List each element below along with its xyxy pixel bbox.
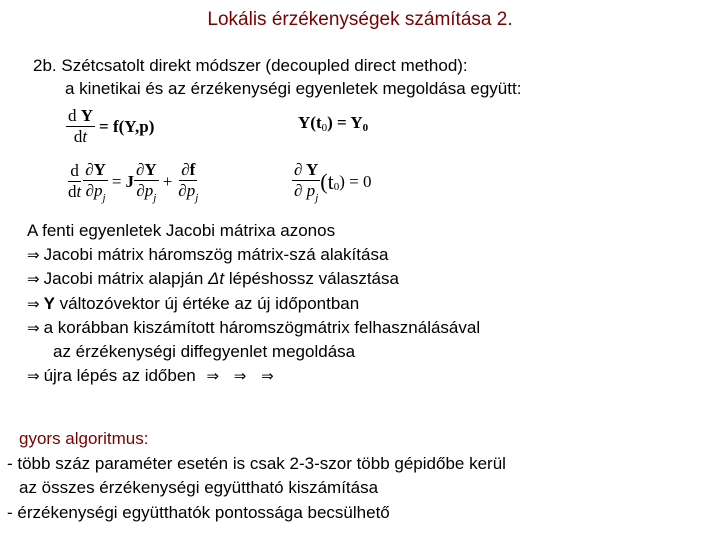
eq3-j3: j (195, 192, 199, 204)
eq3-j: j (102, 192, 106, 204)
body-line-7-text: újra lépés az időben (43, 366, 196, 386)
implies-icon: ⇒ (27, 270, 40, 289)
eq3-plus: + (162, 171, 173, 191)
body-line-7 (27, 364, 480, 388)
equation-sensitivity-initial (292, 160, 372, 203)
eq2-lhs: Y(t (298, 113, 322, 132)
body-text (27, 219, 480, 388)
eq3-dY2: ∂Y (136, 160, 157, 179)
fraction-dY-dt (66, 106, 95, 147)
eq3-dp2: ∂p (136, 181, 154, 200)
body-line-6: az érzékenységi diffegyenlet megoldása (53, 342, 356, 362)
body-line-2 (27, 243, 480, 267)
eq2-sub0: 0 (321, 122, 328, 134)
subtitle (33, 54, 521, 100)
body-line-4-text: változóvektor új értéke az új időpontban (54, 293, 360, 313)
eq3-d-den: d (68, 182, 77, 201)
eq1-t: t (82, 127, 88, 146)
eq4-rhs: ) = 0 (339, 171, 372, 191)
footer (7, 427, 506, 525)
implies-icon: ⇒ (206, 367, 220, 386)
implies-icon: ⇒ (233, 367, 247, 386)
eq2-mid: ) = Y (327, 113, 363, 132)
fraction-dY-dpj (83, 160, 108, 203)
eq3-j2: j (153, 192, 157, 204)
equation-kinetic (66, 106, 154, 147)
eq3-df: ∂f (181, 160, 196, 179)
implies-icon: ⇒ (27, 294, 40, 313)
eq3-J: J (125, 171, 135, 191)
body-line-5 (27, 316, 480, 340)
body-line-3-text: Jacobi mátrix alapján (43, 269, 208, 289)
eq3-d: d (70, 161, 79, 180)
eq3-dp3: ∂p (178, 181, 196, 200)
fraction-dY-dpj-init (292, 160, 320, 203)
eq1-d-den: d (73, 127, 83, 146)
body-dt: Δt (208, 269, 225, 289)
implies-icon: ⇒ (27, 318, 40, 337)
fraction-dY-dpj-2 (134, 160, 159, 203)
body-line-2-text: Jacobi mátrix háromszög mátrix-szá alakítása (43, 245, 389, 265)
eq4-j: j (315, 192, 319, 204)
footer-heading: gyors algoritmus: (19, 429, 149, 448)
fraction-df-dpj (176, 160, 200, 203)
footer-line-2: az összes érzékenységi együttható kiszámítása (19, 478, 379, 497)
footer-line-3: - érzékenységi együtthatók pontossága becsülhető (7, 502, 390, 522)
eq1-Y: Y (80, 106, 94, 125)
eq4-open: (t (320, 168, 334, 194)
body-line-5-text: a korábban kiszámított háromszögmátrix felhasználásával (43, 317, 481, 337)
eq3-dY: ∂Y (85, 160, 106, 179)
fraction-d-dt (66, 161, 83, 202)
equation-initial-condition (298, 113, 368, 133)
subtitle-line-1: 2b. Szétcsatolt direkt módszer (decoupled direct method): (33, 56, 468, 75)
slide-title: Lokális érzékenységek számítása 2. (207, 9, 513, 30)
eq3-equals: = (111, 171, 122, 191)
eq3-dp: ∂p (85, 181, 103, 200)
implies-icon: ⇒ (27, 246, 40, 265)
eq4-sub0: 0 (333, 180, 340, 193)
subtitle-line-2: a kinetikai és az érzékenységi egyenletek megoldása együtt: (65, 79, 522, 98)
eq3-t: t (76, 182, 82, 201)
eq4-dp: ∂ p (294, 181, 316, 200)
eq1-rhs: = f(Y,p) (99, 116, 155, 136)
eq2-sub0b: 0 (362, 122, 369, 134)
implies-icon: ⇒ (27, 367, 40, 386)
body-line-1: A fenti egyenletek Jacobi mátrixa azonos (27, 221, 336, 240)
eq4-dY: ∂ Y (294, 160, 319, 179)
footer-line-1: - több száz paraméter esetén is csak 2-3-szor több gépidőbe kerül (7, 453, 506, 473)
body-line-3 (27, 267, 480, 291)
body-line-4 (27, 292, 480, 316)
body-Y: Y (43, 293, 55, 313)
body-line-3-rest: lépéshossz választása (224, 269, 399, 289)
implies-icon: ⇒ (261, 367, 274, 386)
eq1-d: d (68, 106, 77, 125)
equation-sensitivity (66, 160, 200, 203)
